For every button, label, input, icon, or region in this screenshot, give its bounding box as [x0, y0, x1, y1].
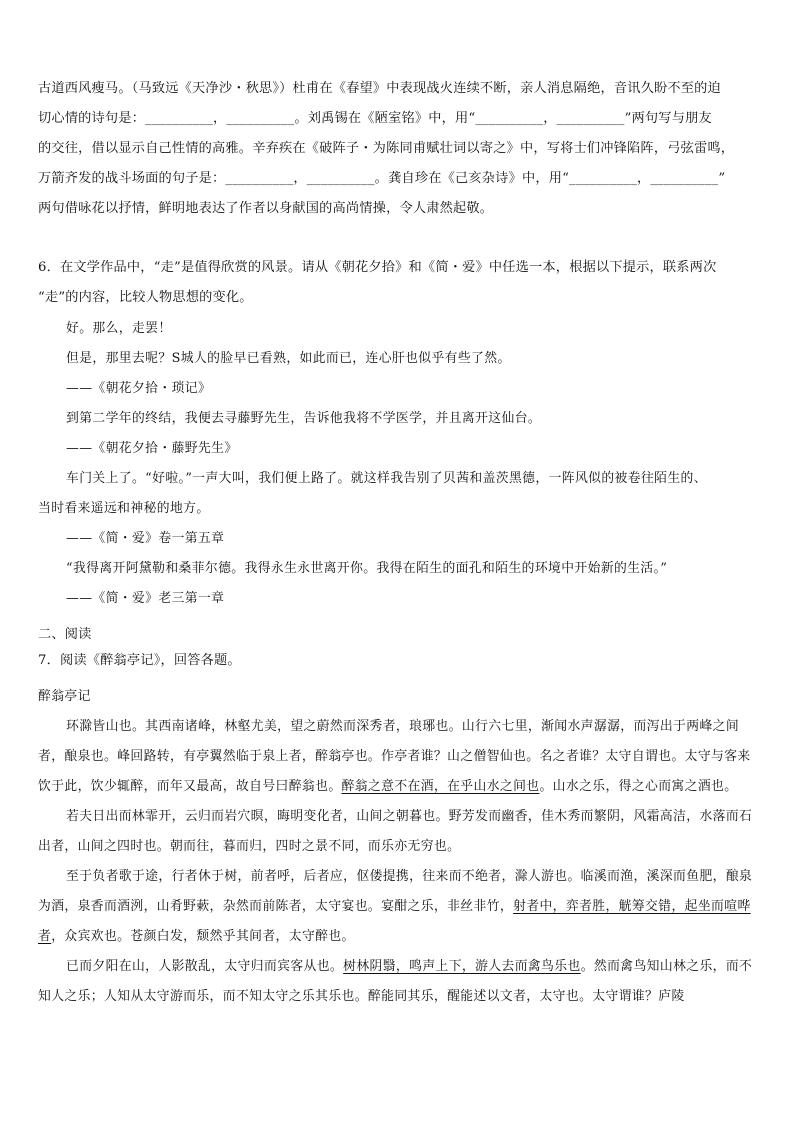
quote-line: 好。那么，走罢！ — [66, 321, 172, 336]
quote-source: ——《简・爱》老三第一章 — [66, 591, 225, 606]
quote-line: “我得离开阿黛勒和桑菲尔德。我得永生永世离开你。我得在陌生的面孔和陌生的环境中开始新的生活。” — [66, 561, 668, 576]
passage-paragraph-1: 环滁皆山也。其西南诸峰，林壑尤美，望之蔚然而深秀者，琅琊也。山行六七里，渐闻水声潺潺，而泻出于两峰之间者，酿泉也。峰回路转，有亭翼然临于泉上者，醉翁亭也。作亭者谁？山之僧智仙也。名之者谁？太守自谓也。太守与客来饮于此，饮少辄醉，而年又最高，故自号曰醉翁也。醉翁之意不在酒，在乎山水之间也。山水之乐，得之心而寓之酒也。 — [38, 719, 751, 794]
quote-line: 当时看来遥远和神秘的地方。 — [38, 501, 210, 516]
q7-prompt: 7．阅读《醉翁亭记》，回答各题。 — [38, 653, 241, 668]
passage-paragraph-2: 若夫日出而林霏开，云归而岩穴暝，晦明变化者，山间之朝暮也。野芳发而幽香，佳木秀而繁阴，风霜高洁，水落而石出者，山间之四时也。朝而往，暮而归，四时之景不同，而乐亦无穷也。 — [38, 809, 753, 854]
passage-paragraph-4: 已而夕阳在山，人影散乱，太守归而宾客从也。树林阴翳，鸣声上下，游人去而禽鸟乐也。然而禽鸟知山林之乐，而不知人之乐；人知从太守游而乐，而不知太守之乐其乐也。醉能同其乐，醒能述以文者，太守也。太守谓谁？庐陵 — [38, 959, 753, 1004]
text-line: 6．在文学作品中，“走”是值得欣赏的风景。请从《朝花夕拾》和《简・爱》中任选一本，根据以下提示，联系两次 — [38, 260, 717, 275]
passage-title: 醉翁亭记 — [38, 689, 91, 704]
passage-title-block — [38, 682, 758, 712]
quote-line: 车门关上了。“好啦。”一声大叫，我们便上路了。就这样我告别了贝茜和盖茨黑德，一阵风似的被卷往陌生的、 — [66, 471, 707, 486]
section-reading-header — [38, 622, 758, 674]
quote-line: 到第二学年的终结，我便去寻藤野先生，告诉他我将不学医学，并且离开这仙台。 — [66, 411, 542, 426]
underlined-sentence: 树林阴翳，鸣声上下，游人去而禽鸟乐也 — [343, 959, 581, 974]
quote-line: 但是，那里去呢？S城人的脸早已看熟，如此而已，连心肝也似乎有些了然。 — [66, 351, 511, 366]
text-line: 两句借咏花以抒情，鲜明地表达了作者以身献国的高尚情操，令人肃然起敬。 — [38, 201, 494, 216]
quote-source: ——《简・爱》卷一第五章 — [66, 531, 225, 546]
quote-source: ——《朝花夕拾・藤野先生》 — [66, 441, 238, 456]
q5-fill-in-text — [38, 74, 758, 224]
text-line: 的交往，借以显示自己性情的高雅。辛弃疾在《破阵子・为陈同甫赋壮词以寄之》中，写将士们冲锋陷阵，弓弦雷鸣， — [38, 141, 735, 156]
text-line: 古道西风瘦马。（马致远《天净沙・秋思》）杜甫在《春望》中表现战火连续不断，亲人消息隔绝，音讯久盼不至的迫 — [38, 81, 721, 96]
text-line: 万箭齐发的战斗场面的句子是：__________，__________。龚自珍在《己亥杂诗》中，用“__________，__________” — [38, 171, 726, 186]
passage-body — [38, 712, 758, 1012]
section-heading: 二、阅读 — [38, 627, 92, 642]
underlined-sentence: 射者中，弈者胜，觥筹交错，起坐而喧哗者 — [38, 899, 751, 944]
q6-quotes — [38, 314, 758, 614]
quote-source: ——《朝花夕拾・琐记》 — [66, 381, 212, 396]
text-line: “走”的内容，比较人物思想的变化。 — [38, 290, 253, 305]
q6-prompt — [38, 253, 758, 313]
text-line: 切心情的诗句是：__________，__________。刘禹锡在《陋室铭》中，用“__________，__________”两句写与朋友 — [38, 111, 712, 126]
passage-paragraph-3: 至于负者歌于途，行者休于树，前者呼，后者应，伛偻提携，往来而不绝者，滁人游也。临溪而渔，溪深而鱼肥，酿泉为酒，泉香而酒洌，山肴野蔌，杂然而前陈者，太守宴也。宴酣之乐，非丝非竹，射者中，弈者胜，觥筹交错，起坐而喧哗者，众宾欢也。苍颜白发，颓然乎其间者，太守醉也。 — [38, 869, 753, 944]
underlined-sentence: 醉翁之意不在酒，在乎山水之间也 — [341, 779, 540, 794]
